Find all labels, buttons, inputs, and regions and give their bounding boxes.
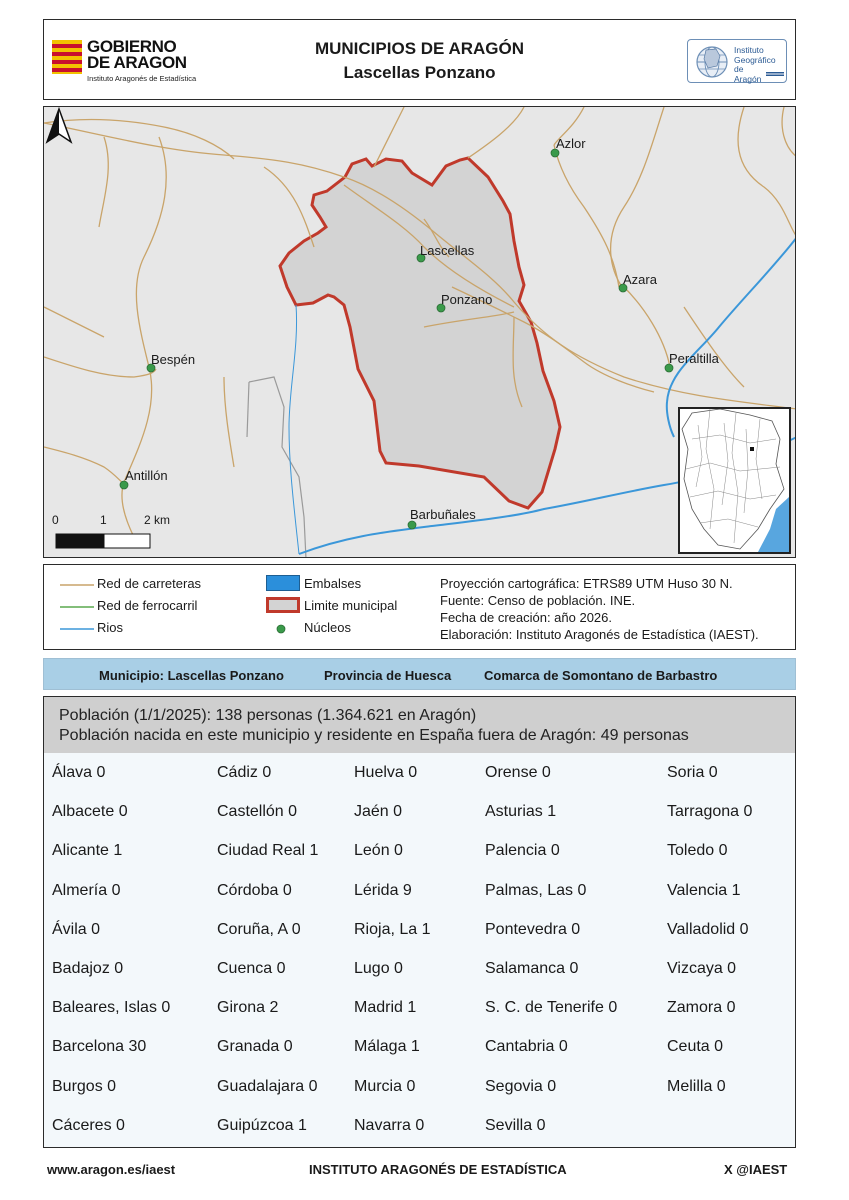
province-entry: Albacete 0	[52, 803, 128, 821]
province-entry: Asturias 1	[485, 803, 557, 821]
province-entry: Alicante 1	[52, 842, 123, 860]
province-entry: Granada 0	[217, 1038, 293, 1056]
province-entry: Melilla 0	[667, 1077, 726, 1095]
streams	[289, 305, 299, 554]
province-entry: Málaga 1	[354, 1038, 420, 1056]
province-entry: Pontevedra 0	[485, 920, 581, 938]
province-entry: Cantabria 0	[485, 1038, 568, 1056]
legend-rivers: Rios	[97, 620, 124, 635]
footer-social[interactable]: X @IAEST	[724, 1162, 788, 1177]
province-entry: Palencia 0	[485, 842, 560, 860]
river-legend-icon	[60, 626, 94, 632]
province-entry: Baleares, Islas 0	[52, 999, 171, 1017]
province-entry: Salamanca 0	[485, 960, 579, 977]
igr-text	[734, 46, 786, 84]
legend-railway: Red de ferrocarril	[97, 598, 198, 613]
railway-legend-icon	[60, 604, 94, 610]
province-entry: Lugo 0	[354, 960, 403, 977]
aragon-locator-map	[680, 409, 789, 552]
province-entry: Córdoba 0	[217, 881, 292, 899]
province-entry: Álava 0	[52, 764, 106, 781]
igr-line-3: Aragón	[734, 73, 762, 84]
legend-boundary: Limite municipal	[304, 598, 398, 613]
boundary-legend-icon	[266, 597, 300, 613]
population-panel	[43, 696, 796, 1148]
banner-province: Provincia de Huesca	[324, 668, 452, 683]
nucleus-legend-icon	[276, 624, 286, 634]
banner-municipality: Municipio: Lascellas Ponzano	[99, 668, 284, 683]
province-entry: S. C. de Tenerife 0	[485, 999, 618, 1017]
province-entry: Huelva 0	[354, 764, 418, 781]
logo-subtitle: Instituto Aragonés de Estadística	[87, 74, 197, 83]
province-entry: Sevilla 0	[485, 1116, 546, 1134]
aragon-locator-inset	[678, 407, 791, 554]
legend-projection: Proyección cartográfica: ETRS89 UTM Huso 30 N.	[440, 576, 733, 591]
banner-comarca: Comarca de Somontano de Barbastro	[484, 668, 718, 683]
province-entry: Tarragona 0	[667, 803, 753, 821]
place-label-peraltilla: Peraltilla	[669, 351, 719, 366]
province-entry: Cuenca 0	[217, 960, 286, 977]
province-entry: Zamora 0	[667, 999, 736, 1017]
igr-line-2: Geográfico de	[734, 54, 776, 74]
scale-bar	[56, 534, 150, 548]
municipality-banner	[43, 658, 796, 690]
legend-author: Elaboración: Instituto Aragonés de Estadística (IAEST).	[440, 627, 759, 642]
page-title: MUNICIPIOS DE ARAGÓN	[314, 39, 525, 58]
place-label-lascellas: Lascellas	[420, 243, 475, 258]
province-entry: Navarra 0	[354, 1116, 425, 1134]
place-label-azara: Azara	[623, 272, 657, 287]
legend-source: Fuente: Censo de población. INE.	[440, 593, 636, 608]
province-entry: Ávila 0	[52, 920, 101, 938]
reservoir-legend-icon	[266, 575, 300, 591]
logo-line-2: DE ARAGON	[87, 53, 187, 72]
logo-line-1: GOBIERNO	[87, 37, 177, 56]
province-entry: Jaén 0	[354, 803, 403, 821]
globe-icon	[694, 44, 730, 80]
province-entry: Rioja, La 1	[354, 920, 431, 938]
province-entry: Coruña, A 0	[217, 920, 301, 938]
legend-nuclei: Núcleos	[304, 620, 351, 635]
population-emigrated: Población nacida en este municipio y residente en España fuera de Aragón: 49 personas	[59, 727, 689, 744]
province-entry: Guadalajara 0	[217, 1077, 318, 1095]
legend-roads: Red de carreteras	[97, 576, 202, 591]
scale-label-0: 0	[52, 513, 59, 527]
municipality-map	[43, 106, 796, 558]
province-entry: Valencia 1	[667, 881, 741, 899]
province-entry: Vizcaya 0	[667, 960, 737, 977]
province-entry: Castellón 0	[217, 803, 298, 821]
place-label-ponzano: Ponzano	[441, 292, 493, 307]
province-entry: Orense 0	[485, 764, 551, 781]
road-legend-icon	[60, 582, 94, 588]
province-entry: León 0	[354, 842, 403, 860]
population-total: Población (1/1/2025): 138 personas (1.364.621 en Aragón)	[59, 707, 477, 724]
province-entry: Burgos 0	[52, 1077, 117, 1095]
municipality-marker	[750, 447, 754, 451]
scale-label-2: 2 km	[144, 513, 171, 527]
legend-reservoirs: Embalses	[304, 576, 362, 591]
legend-created: Fecha de creación: año 2026.	[440, 610, 613, 625]
footer-institute: INSTITUTO ARAGONÉS DE ESTADÍSTICA	[309, 1162, 567, 1177]
north-arrow-icon	[44, 107, 74, 147]
place-label-barbunales: Barbuñales	[410, 507, 476, 522]
municipality-title: Lascellas Ponzano	[343, 63, 496, 82]
map-legend	[43, 564, 796, 650]
place-label-antillon: Antillón	[125, 468, 168, 483]
province-entry: Almería 0	[52, 881, 121, 899]
province-entry: Lérida 9	[354, 881, 412, 899]
population-header	[44, 697, 795, 753]
province-entry: Valladolid 0	[667, 920, 749, 938]
igr-logo	[687, 39, 787, 83]
header-panel	[43, 19, 796, 100]
igr-line-1: Instituto	[734, 45, 764, 55]
place-label-bespen: Bespén	[151, 352, 196, 367]
igr-bar-icon	[766, 72, 784, 76]
province-entry: Soria 0	[667, 764, 718, 781]
province-entry: Ciudad Real 1	[217, 842, 319, 860]
province-entry: Badajoz 0	[52, 960, 124, 977]
province-entry: Palmas, Las 0	[485, 881, 587, 899]
province-entry: Madrid 1	[354, 999, 417, 1017]
province-entry: Murcia 0	[354, 1077, 416, 1095]
province-entry: Toledo 0	[667, 842, 728, 860]
province-entry: Guipúzcoa 1	[217, 1116, 307, 1134]
footer-website[interactable]: www.aragon.es/iaest	[47, 1162, 176, 1177]
province-entry: Barcelona 30	[52, 1038, 147, 1056]
province-entry: Cádiz 0	[217, 764, 272, 781]
municipality-area	[280, 158, 560, 508]
province-entry: Girona 2	[217, 999, 279, 1017]
place-label-azlor: Azlor	[556, 136, 586, 151]
nucleus-barbunales	[408, 521, 416, 529]
scale-label-1: 1	[100, 513, 107, 527]
province-entry: Ceuta 0	[667, 1038, 724, 1056]
province-entry: Cáceres 0	[52, 1116, 125, 1134]
province-entry: Segovia 0	[485, 1077, 557, 1095]
